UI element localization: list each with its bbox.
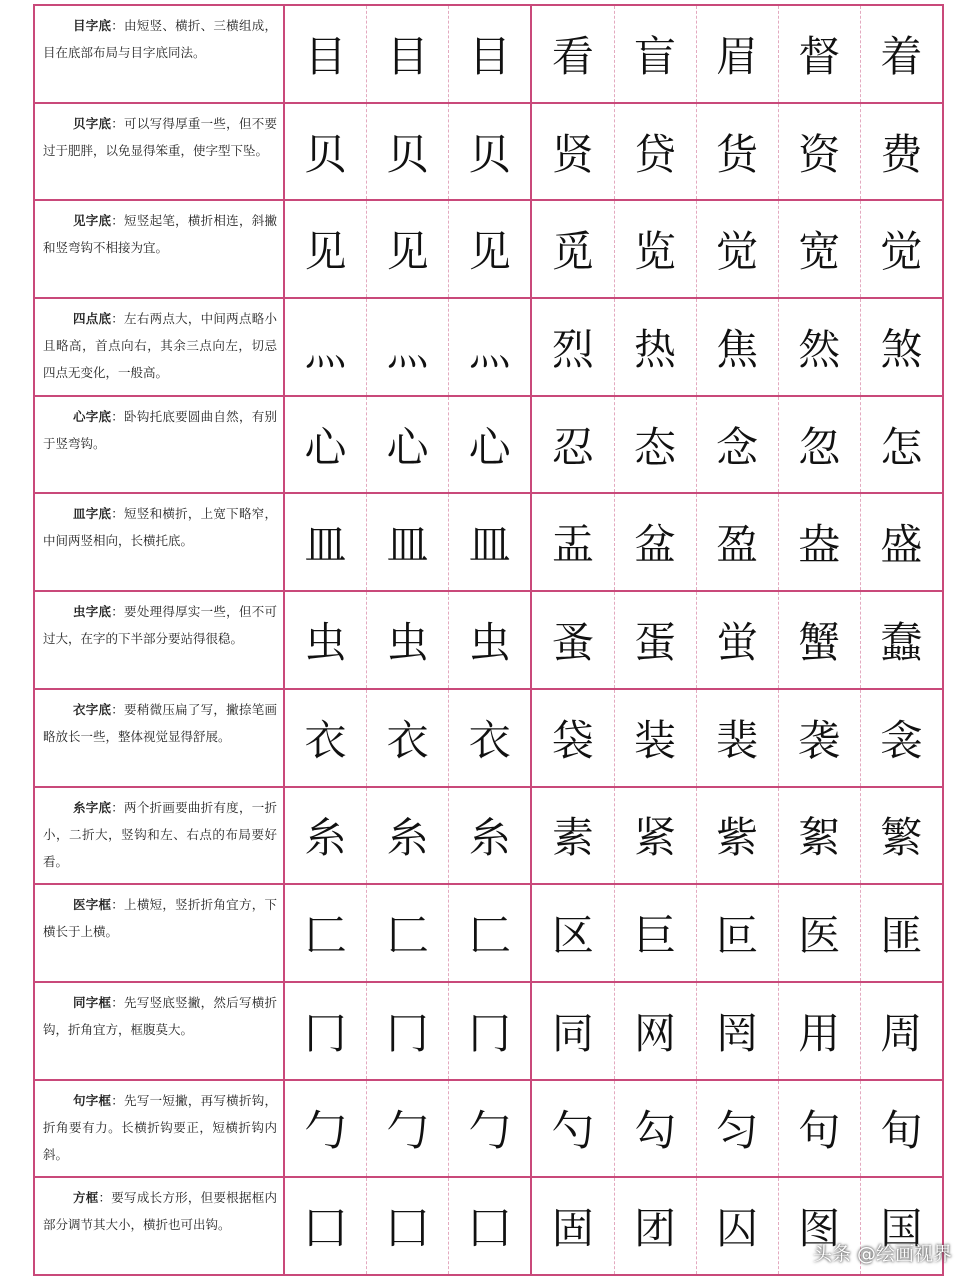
radical-glyph: 虫 xyxy=(449,592,532,688)
example-character: 宽 xyxy=(779,201,861,297)
example-character: 蠢 xyxy=(880,617,923,667)
example-character: 盎 xyxy=(779,494,861,590)
example-character: 袭 xyxy=(779,690,861,786)
radical-glyph: 衣 xyxy=(285,690,367,786)
radical-glyph: 见 xyxy=(449,201,532,297)
example-character: 蛍 xyxy=(697,592,779,688)
radical-name: 见字底 xyxy=(73,213,112,229)
radical-row xyxy=(35,983,942,1081)
example-character: 觉 xyxy=(697,201,779,297)
radical-name: 医字框 xyxy=(73,897,112,913)
radical-glyph: 灬 xyxy=(367,299,449,395)
radical-glyph: 囗 xyxy=(449,1178,532,1274)
radical-name: 衣字底 xyxy=(73,701,112,717)
radical-glyph: 心 xyxy=(285,397,367,493)
radical-glyph: 糸 xyxy=(449,788,532,884)
example-character: 团 xyxy=(615,1178,697,1274)
radical-glyph: 糸 xyxy=(285,788,367,884)
practice-sheet xyxy=(33,4,944,1276)
example-character: 图 xyxy=(779,1178,861,1274)
example-character: 絮 xyxy=(779,788,861,884)
example-character: 盆 xyxy=(615,494,697,590)
example-character: 装 xyxy=(615,690,697,786)
radical-explanation: ：由短竖、横折、三横组成，目在底部布局与目字底同法。 xyxy=(43,18,277,60)
example-character: 裴 xyxy=(697,690,779,786)
radical-description xyxy=(35,6,285,102)
radical-glyph: 见 xyxy=(367,201,449,297)
radical-row xyxy=(35,1081,942,1179)
example-character: 烈 xyxy=(532,299,614,395)
example-character: 资 xyxy=(779,104,861,200)
radical-explanation: ：要处理得厚实一些，但不可过大，在字的下半部分要站得很稳。 xyxy=(43,604,277,647)
example-character: 看 xyxy=(532,6,614,102)
radical-glyph: 贝 xyxy=(449,104,532,200)
radical-glyph: 心 xyxy=(367,397,449,493)
watermark: 头条 @绘画视界 xyxy=(812,1243,952,1265)
radical-glyph: 皿 xyxy=(367,494,449,590)
radical-glyph: 冂 xyxy=(285,983,367,1079)
example-character: 督 xyxy=(779,6,861,102)
radical-glyph: 匚 xyxy=(285,885,367,981)
example-character: 同 xyxy=(532,983,614,1079)
radical-explanation: ：短竖和横折，上宽下略窄，中间两竖相向，长横托底。 xyxy=(43,506,277,549)
radical-glyph: 皿 xyxy=(449,494,532,590)
example-character: 勾 xyxy=(615,1081,697,1177)
example-character: 货 xyxy=(697,104,779,200)
radical-description xyxy=(35,397,285,493)
example-character: 然 xyxy=(779,299,861,395)
example-character: 贷 xyxy=(615,104,697,200)
example-character: 焦 xyxy=(697,299,779,395)
example-character: 网 xyxy=(615,983,697,1079)
radical-row xyxy=(35,690,942,788)
example-character: 贤 xyxy=(532,104,614,200)
radical-glyph: 囗 xyxy=(285,1178,367,1274)
example-character: 袋 xyxy=(532,690,614,786)
radical-description xyxy=(35,494,285,590)
radical-name: 贝字底 xyxy=(73,115,112,131)
radical-description xyxy=(35,104,285,200)
example-character: 煞 xyxy=(880,324,923,374)
example-character: 蛋 xyxy=(615,592,697,688)
example-character: 盲 xyxy=(615,6,697,102)
example-character: 紧 xyxy=(615,788,697,884)
radical-description xyxy=(35,690,285,786)
radical-name: 皿字底 xyxy=(73,506,112,522)
example-character: 眉 xyxy=(697,6,779,102)
radical-glyph: 见 xyxy=(285,201,367,297)
example-character: 忽 xyxy=(779,397,861,493)
radical-explanation: ：短竖起笔，横折相连，斜撇和竖弯钩不相接为宜。 xyxy=(43,213,277,256)
radical-description xyxy=(35,299,285,395)
example-character: 念 xyxy=(697,397,779,493)
radical-explanation: ：要写成长方形，但要根据框内部分调节其大小，横折也可出钩。 xyxy=(43,1190,277,1233)
radical-row xyxy=(35,592,942,690)
radical-glyph: 虫 xyxy=(285,592,367,688)
example-character: 忍 xyxy=(532,397,614,493)
radical-row xyxy=(35,201,942,299)
radical-explanation: ：上横短，竖折折角宜方，下横长于上横。 xyxy=(43,897,277,940)
radical-description xyxy=(35,1178,285,1274)
example-character: 国 xyxy=(880,1204,923,1254)
radical-explanation: ：卧钩托底要圆曲自然，有别于竖弯钩。 xyxy=(43,408,277,451)
radical-row xyxy=(35,6,942,104)
radical-name: 同字框 xyxy=(73,994,112,1010)
radical-explanation: ：可以写得厚重一些，但不要过于肥胖，以免显得笨重，使字型下坠。 xyxy=(43,115,277,158)
radical-glyph: 目 xyxy=(285,6,367,102)
example-character: 巨 xyxy=(615,885,697,981)
radical-glyph: 勹 xyxy=(285,1081,367,1177)
radical-row xyxy=(35,1178,942,1274)
radical-explanation: ：两个折画要曲折有度，一折小，二折大，竖钩和左、右点的布局要好看。 xyxy=(43,799,277,869)
example-character: 费 xyxy=(880,129,923,179)
example-character: 医 xyxy=(779,885,861,981)
example-character: 句 xyxy=(779,1081,861,1177)
radical-glyph: 虫 xyxy=(367,592,449,688)
radical-glyph: 贝 xyxy=(367,104,449,200)
radical-description xyxy=(35,201,285,297)
radical-name: 虫字底 xyxy=(73,604,112,620)
radical-glyph: 目 xyxy=(367,6,449,102)
radical-glyph: 贝 xyxy=(285,104,367,200)
example-character: 勺 xyxy=(532,1081,614,1177)
radical-glyph: 糸 xyxy=(367,788,449,884)
example-character: 觉 xyxy=(880,227,923,277)
radical-glyph: 冂 xyxy=(367,983,449,1079)
example-character: 盛 xyxy=(880,520,923,570)
example-character: 罔 xyxy=(697,983,779,1079)
radical-name: 句字框 xyxy=(73,1092,112,1108)
radical-row xyxy=(35,788,942,886)
radical-name: 方框 xyxy=(73,1190,99,1206)
radical-row xyxy=(35,104,942,202)
example-character: 蚤 xyxy=(532,592,614,688)
radical-description xyxy=(35,788,285,884)
example-character: 区 xyxy=(532,885,614,981)
example-character: 繁 xyxy=(880,813,923,863)
radical-glyph: 冂 xyxy=(449,983,532,1079)
example-character: 盈 xyxy=(697,494,779,590)
example-character: 周 xyxy=(880,1008,923,1058)
radical-row xyxy=(35,494,942,592)
radical-description xyxy=(35,1081,285,1177)
example-character: 热 xyxy=(615,299,697,395)
example-character: 蟹 xyxy=(779,592,861,688)
radical-glyph: 灬 xyxy=(285,299,367,395)
radical-row xyxy=(35,299,942,397)
example-character: 固 xyxy=(532,1178,614,1274)
radical-glyph: 勹 xyxy=(449,1081,532,1177)
radical-description xyxy=(35,592,285,688)
radical-description xyxy=(35,983,285,1079)
example-character: 旬 xyxy=(880,1106,923,1156)
radical-glyph: 衣 xyxy=(367,690,449,786)
example-character: 匀 xyxy=(697,1081,779,1177)
radical-glyph: 目 xyxy=(449,6,532,102)
radical-explanation: ：先写一短撇，再写横折钩，折角要有力。长横折钩要正，短横折钩内斜。 xyxy=(43,1092,277,1162)
example-character: 素 xyxy=(532,788,614,884)
example-character: 盂 xyxy=(532,494,614,590)
radical-name: 目字底 xyxy=(73,18,112,33)
radical-glyph: 心 xyxy=(449,397,532,493)
radical-glyph: 衣 xyxy=(449,690,532,786)
example-character: 紫 xyxy=(697,788,779,884)
radical-name: 四点底 xyxy=(73,311,112,327)
radical-glyph: 勹 xyxy=(367,1081,449,1177)
radical-glyph: 匚 xyxy=(367,885,449,981)
example-character: 匪 xyxy=(880,911,923,961)
radical-name: 糸字底 xyxy=(73,799,112,815)
example-character: 用 xyxy=(779,983,861,1079)
radical-explanation: ：左右两点大，中间两点略小且略高，首点向右，其余三点向左，切忌四点无变化，一般高。 xyxy=(43,311,277,381)
example-character: 囚 xyxy=(697,1178,779,1274)
radical-row xyxy=(35,397,942,495)
radical-explanation: ：先写竖底竖撇，然后写横折钩，折角宜方，框腹莫大。 xyxy=(43,994,277,1037)
example-character: 觅 xyxy=(532,201,614,297)
radical-explanation: ：要稍微压扁了写，撇捺笔画略放长一些，整体视觉显得舒展。 xyxy=(43,701,277,744)
radical-glyph: 囗 xyxy=(367,1178,449,1274)
example-character: 态 xyxy=(615,397,697,493)
example-character: 叵 xyxy=(697,885,779,981)
radical-glyph: 匚 xyxy=(449,885,532,981)
example-character: 着 xyxy=(880,31,923,81)
radical-glyph: 皿 xyxy=(285,494,367,590)
radical-description xyxy=(35,885,285,981)
radical-row xyxy=(35,885,942,983)
example-character: 怎 xyxy=(880,422,923,472)
example-character: 衾 xyxy=(880,715,923,765)
example-character: 览 xyxy=(615,201,697,297)
radical-glyph: 灬 xyxy=(449,299,532,395)
radical-name: 心字底 xyxy=(73,408,112,424)
